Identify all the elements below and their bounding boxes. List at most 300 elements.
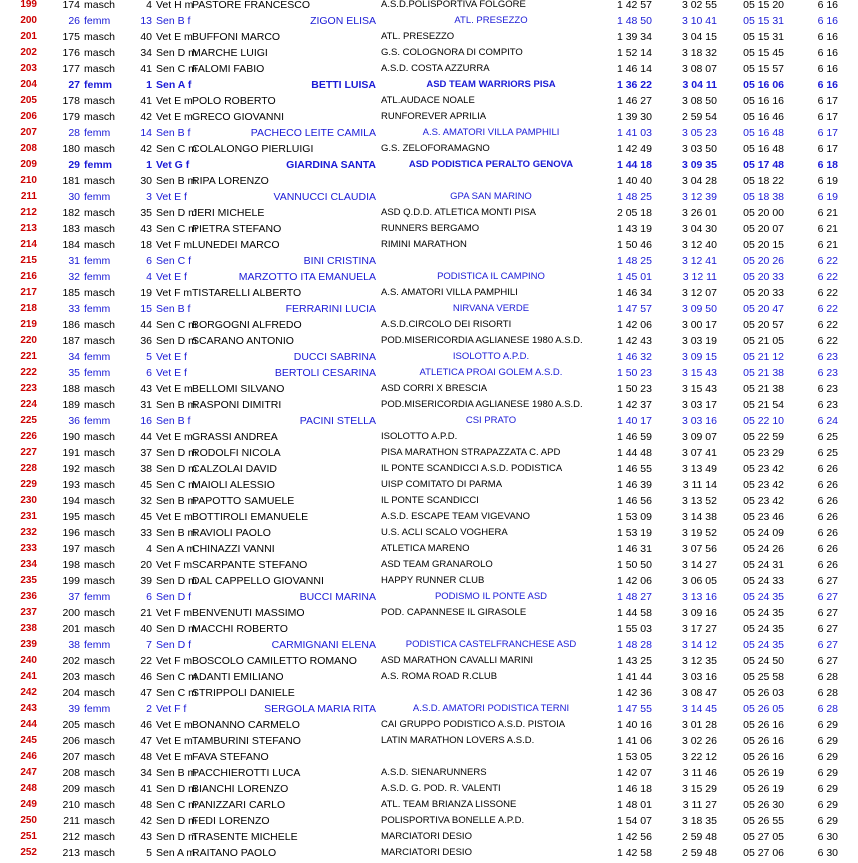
category-position-cell: 42 — [140, 111, 152, 123]
category-position-cell: 31 — [140, 399, 152, 411]
category-position-cell: 47 — [140, 687, 152, 699]
category-cell: Vet E m — [156, 431, 193, 443]
category-cell: Sen D m — [156, 623, 197, 635]
split-time-2-cell: 3 12 11 — [682, 271, 717, 283]
position-cell: 205 — [20, 95, 37, 106]
category-cell: Sen B m — [156, 767, 197, 779]
club-cell: G.S. ZELOFORAMAGNO — [381, 143, 490, 154]
gender-cell: femm — [84, 415, 111, 427]
club-cell: ATL.AUDACE NOALE — [381, 95, 475, 106]
bib-number-cell: 174 — [62, 0, 80, 11]
position-cell: 203 — [20, 63, 37, 74]
bib-number-cell: 197 — [62, 543, 80, 555]
athlete-name-cell: ZIGON ELISA — [310, 15, 376, 27]
finish-time-cell: 05 16 48 — [743, 143, 784, 155]
pace-cell: 6 16 — [817, 47, 838, 59]
bib-number-cell: 33 — [68, 303, 80, 315]
position-cell: 246 — [20, 751, 37, 762]
gender-cell: masch — [84, 575, 115, 587]
split-time-1-cell: 1 36 22 — [616, 79, 652, 91]
table-row — [0, 845, 858, 861]
bib-number-cell: 181 — [62, 175, 80, 187]
table-row — [0, 781, 858, 797]
athlete-name-cell: PANIZZARI CARLO — [192, 799, 286, 811]
gender-cell: masch — [84, 399, 115, 411]
gender-cell: femm — [84, 191, 111, 203]
category-position-cell: 36 — [140, 335, 152, 347]
position-cell: 223 — [20, 383, 37, 394]
finish-time-cell: 05 16 06 — [743, 79, 784, 91]
athlete-name-cell: PACHECO LEITE CAMILA — [250, 127, 376, 139]
split-time-2-cell: 3 03 50 — [681, 143, 717, 155]
position-cell: 248 — [20, 783, 37, 794]
split-time-2-cell: 3 09 35 — [681, 159, 717, 171]
bib-number-cell: 38 — [68, 639, 80, 651]
category-position-cell: 22 — [140, 655, 152, 667]
gender-cell: masch — [84, 543, 115, 555]
bib-number-cell: 208 — [62, 767, 80, 779]
bib-number-cell: 210 — [62, 799, 80, 811]
split-time-2-cell: 3 04 11 — [682, 79, 717, 91]
split-time-2-cell: 3 09 15 — [681, 351, 717, 363]
bib-number-cell: 204 — [62, 687, 80, 699]
category-cell: Sen B m — [156, 175, 197, 187]
athlete-name-cell: ADANTI EMILIANO — [192, 671, 284, 683]
category-cell: Sen D m — [156, 207, 197, 219]
club-cell: ATL. PRESEZZO — [454, 15, 528, 26]
split-time-1-cell: 1 48 50 — [616, 15, 652, 27]
split-time-2-cell: 3 04 28 — [681, 175, 717, 187]
bib-number-cell: 36 — [68, 415, 80, 427]
split-time-2-cell: 3 04 15 — [681, 31, 717, 43]
category-cell: Sen C m — [156, 687, 197, 699]
category-cell: Sen C m — [156, 143, 197, 155]
category-position-cell: 42 — [140, 143, 152, 155]
finish-time-cell: 05 24 35 — [743, 623, 784, 635]
table-row — [0, 237, 858, 253]
gender-cell: femm — [84, 271, 111, 283]
finish-time-cell: 05 24 33 — [743, 575, 784, 587]
position-cell: 247 — [20, 767, 37, 778]
bib-number-cell: 37 — [68, 591, 80, 603]
athlete-name-cell: SERGOLA MARIA RITA — [264, 703, 376, 715]
bib-number-cell: 178 — [62, 95, 80, 107]
table-row — [0, 541, 858, 557]
category-position-cell: 41 — [140, 95, 152, 107]
athlete-name-cell: PAPOTTO SAMUELE — [192, 495, 295, 507]
position-cell: 243 — [20, 703, 37, 714]
split-time-2-cell: 3 05 23 — [681, 127, 717, 139]
category-cell: Vet E f — [156, 191, 187, 203]
table-row — [0, 685, 858, 701]
club-cell: ATL. TEAM BRIANZA LISSONE — [381, 799, 517, 810]
gender-cell: masch — [84, 671, 115, 683]
position-cell: 229 — [20, 479, 37, 490]
club-cell: ASD PODISTICA PERALTO GENOVA — [408, 159, 574, 170]
bib-number-cell: 200 — [62, 607, 80, 619]
category-position-cell: 14 — [140, 127, 152, 139]
table-row — [0, 29, 858, 45]
finish-time-cell: 05 24 35 — [743, 639, 784, 651]
finish-time-cell: 05 24 50 — [743, 655, 784, 667]
position-cell: 216 — [20, 271, 37, 282]
finish-time-cell: 05 21 38 — [743, 383, 784, 395]
pace-cell: 6 22 — [817, 287, 838, 299]
club-cell: PODISTICA CASTELFRANCHESE ASD — [405, 639, 577, 650]
athlete-name-cell: BETTI LUISA — [311, 79, 376, 91]
category-cell: Sen A f — [156, 79, 192, 91]
pace-cell: 6 28 — [817, 687, 838, 699]
pace-cell: 6 27 — [817, 575, 838, 587]
position-cell: 211 — [20, 191, 37, 202]
split-time-1-cell: 1 44 18 — [616, 159, 652, 171]
pace-cell: 6 22 — [817, 255, 838, 267]
split-time-2-cell: 3 03 19 — [681, 335, 717, 347]
split-time-2-cell: 3 11 27 — [682, 799, 717, 811]
split-time-2-cell: 3 12 39 — [681, 191, 717, 203]
split-time-2-cell: 3 11 14 — [682, 479, 717, 491]
club-cell: A.S.D. SIENARUNNERS — [381, 767, 487, 778]
position-cell: 213 — [20, 223, 37, 234]
split-time-1-cell: 1 40 17 — [616, 415, 652, 427]
table-row — [0, 573, 858, 589]
split-time-2-cell: 3 18 35 — [681, 815, 717, 827]
gender-cell: femm — [84, 127, 111, 139]
pace-cell: 6 27 — [817, 655, 838, 667]
split-time-2-cell: 3 08 50 — [681, 95, 717, 107]
finish-time-cell: 05 20 33 — [743, 271, 784, 283]
category-position-cell: 13 — [140, 15, 152, 27]
pace-cell: 6 16 — [817, 63, 838, 75]
finish-time-cell: 05 24 35 — [743, 607, 784, 619]
finish-time-cell: 05 21 38 — [743, 367, 784, 379]
position-cell: 227 — [20, 447, 37, 458]
position-cell: 252 — [20, 847, 37, 858]
category-cell: Sen C m — [156, 799, 197, 811]
category-position-cell: 38 — [140, 463, 152, 475]
split-time-1-cell: 1 48 25 — [616, 191, 652, 203]
club-cell: ATLETICA MARENO — [381, 543, 470, 554]
bib-number-cell: 191 — [62, 447, 80, 459]
category-cell: Sen D f — [156, 591, 192, 603]
gender-cell: masch — [84, 527, 115, 539]
category-cell: Sen A m — [156, 847, 196, 859]
athlete-name-cell: MARZOTTO ITA EMANUELA — [238, 271, 376, 283]
category-cell: Vet F m — [156, 559, 193, 571]
athlete-name-cell: BOSCOLO CAMILETTO ROMANO — [192, 655, 357, 667]
category-cell: Sen D m — [156, 575, 197, 587]
bib-number-cell: 188 — [62, 383, 80, 395]
split-time-1-cell: 1 46 39 — [616, 479, 652, 491]
category-position-cell: 4 — [146, 0, 152, 11]
pace-cell: 6 17 — [817, 95, 838, 107]
category-cell: Vet E m — [156, 31, 193, 43]
table-row — [0, 77, 858, 93]
position-cell: 200 — [20, 15, 37, 26]
pace-cell: 6 28 — [817, 703, 838, 715]
table-row — [0, 253, 858, 269]
category-cell: Sen D f — [156, 639, 192, 651]
category-cell: Sen B m — [156, 527, 197, 539]
club-cell: ISOLOTTO A.P.D. — [381, 431, 458, 442]
category-cell: Vet E m — [156, 95, 193, 107]
athlete-name-cell: GRECO GIOVANNI — [192, 111, 284, 123]
split-time-1-cell: 1 46 27 — [616, 95, 652, 107]
bib-number-cell: 176 — [62, 47, 80, 59]
club-cell: A.S.D.POLISPORTIVA FOLGORE — [381, 0, 526, 10]
club-cell: LATIN MARATHON LOVERS A.S.D. — [381, 735, 535, 746]
split-time-1-cell: 1 43 25 — [616, 655, 652, 667]
athlete-name-cell: STRIPPOLI DANIELE — [192, 687, 295, 699]
finish-time-cell: 05 20 47 — [743, 303, 784, 315]
pace-cell: 6 17 — [817, 143, 838, 155]
split-time-2-cell: 3 13 49 — [681, 463, 717, 475]
table-row — [0, 365, 858, 381]
position-cell: 239 — [20, 639, 37, 650]
position-cell: 225 — [20, 415, 37, 426]
table-row — [0, 317, 858, 333]
split-time-2-cell: 3 14 45 — [681, 703, 717, 715]
table-row — [0, 717, 858, 733]
finish-time-cell: 05 18 22 — [743, 175, 784, 187]
split-time-2-cell: 3 14 27 — [681, 559, 717, 571]
split-time-2-cell: 3 09 50 — [681, 303, 717, 315]
pace-cell: 6 21 — [817, 223, 838, 235]
athlete-name-cell: PIETRA STEFANO — [192, 223, 282, 235]
split-time-2-cell: 3 10 41 — [681, 15, 717, 27]
finish-time-cell: 05 26 16 — [743, 751, 784, 763]
bib-number-cell: 189 — [62, 399, 80, 411]
bib-number-cell: 29 — [68, 159, 80, 171]
club-cell: MARCIATORI DESIO — [381, 831, 472, 842]
pace-cell: 6 29 — [817, 783, 838, 795]
finish-time-cell: 05 26 55 — [743, 815, 784, 827]
bib-number-cell: 203 — [62, 671, 80, 683]
split-time-2-cell: 3 02 26 — [681, 735, 717, 747]
club-cell: POD.MISERICORDIA AGLIANESE 1980 A.S.D. — [381, 335, 583, 346]
club-cell: PISA MARATHON STRAPAZZATA C. APD — [381, 447, 561, 458]
position-cell: 241 — [20, 671, 37, 682]
finish-time-cell: 05 24 31 — [743, 559, 784, 571]
split-time-2-cell: 3 14 12 — [681, 639, 717, 651]
club-cell: ATL. PRESEZZO — [381, 31, 455, 42]
table-row — [0, 349, 858, 365]
bib-number-cell: 206 — [62, 735, 80, 747]
club-cell: A.S.D. COSTA AZZURRA — [381, 63, 490, 74]
table-row — [0, 445, 858, 461]
athlete-name-cell: RODOLFI NICOLA — [192, 447, 281, 459]
split-time-1-cell: 1 47 57 — [616, 303, 652, 315]
category-position-cell: 47 — [140, 735, 152, 747]
position-cell: 226 — [20, 431, 37, 442]
table-row — [0, 557, 858, 573]
table-row — [0, 333, 858, 349]
table-row — [0, 477, 858, 493]
club-cell: MARCIATORI DESIO — [381, 847, 472, 858]
position-cell: 231 — [20, 511, 37, 522]
pace-cell: 6 29 — [817, 815, 838, 827]
pace-cell: 6 23 — [817, 399, 838, 411]
category-position-cell: 5 — [146, 351, 152, 363]
table-row — [0, 621, 858, 637]
split-time-2-cell: 3 19 52 — [681, 527, 717, 539]
club-cell: U.S. ACLI SCALO VOGHERA — [381, 527, 508, 538]
position-cell: 234 — [20, 559, 37, 570]
pace-cell: 6 18 — [817, 159, 838, 171]
category-position-cell: 46 — [140, 671, 152, 683]
category-position-cell: 4 — [146, 271, 152, 283]
bib-number-cell: 192 — [62, 463, 80, 475]
split-time-1-cell: 1 39 34 — [616, 31, 652, 43]
finish-time-cell: 05 20 15 — [743, 239, 784, 251]
athlete-name-cell: PACINI STELLA — [299, 415, 376, 427]
split-time-1-cell: 1 50 23 — [616, 367, 652, 379]
club-cell: A.S. ROMA ROAD R.CLUB — [381, 671, 498, 682]
category-position-cell: 39 — [140, 575, 152, 587]
athlete-name-cell: TISTARELLI ALBERTO — [192, 287, 302, 299]
position-cell: 212 — [20, 207, 37, 218]
athlete-name-cell: BOTTIROLI EMANUELE — [192, 511, 309, 523]
pace-cell: 6 23 — [817, 367, 838, 379]
gender-cell: masch — [84, 31, 115, 43]
split-time-2-cell: 2 59 48 — [681, 831, 717, 843]
finish-time-cell: 05 16 16 — [743, 95, 784, 107]
pace-cell: 6 22 — [817, 303, 838, 315]
category-position-cell: 18 — [140, 239, 152, 251]
position-cell: 219 — [20, 319, 37, 330]
table-row — [0, 461, 858, 477]
bib-number-cell: 182 — [62, 207, 80, 219]
pace-cell: 6 27 — [817, 607, 838, 619]
category-position-cell: 2 — [146, 703, 152, 715]
finish-time-cell: 05 27 05 — [743, 831, 784, 843]
club-cell: ISOLOTTO A.P.D. — [452, 351, 530, 362]
club-cell: A.S.D. G. POD. R. VALENTI — [381, 783, 501, 794]
split-time-1-cell: 1 42 43 — [616, 335, 652, 347]
pace-cell: 6 28 — [817, 671, 838, 683]
split-time-2-cell: 3 15 43 — [681, 367, 717, 379]
split-time-1-cell: 1 46 18 — [616, 783, 652, 795]
split-time-2-cell: 3 01 28 — [681, 719, 717, 731]
split-time-2-cell: 3 14 38 — [681, 511, 717, 523]
finish-time-cell: 05 24 09 — [743, 527, 784, 539]
category-position-cell: 32 — [140, 495, 152, 507]
club-cell: POLISPORTIVA BONELLE A.P.D. — [381, 815, 525, 826]
split-time-2-cell: 3 11 46 — [682, 767, 717, 779]
bib-number-cell: 202 — [62, 655, 80, 667]
athlete-name-cell: CHINAZZI VANNI — [192, 543, 275, 555]
athlete-name-cell: SCARPANTE STEFANO — [192, 559, 308, 571]
club-cell: ASD TEAM GRANAROLO — [381, 559, 493, 570]
split-time-1-cell: 1 55 03 — [616, 623, 652, 635]
athlete-name-cell: DAL CAPPELLO GIOVANNI — [192, 575, 324, 587]
category-cell: Sen D m — [156, 335, 197, 347]
bib-number-cell: 39 — [68, 703, 80, 715]
gender-cell: masch — [84, 623, 115, 635]
position-cell: 249 — [20, 799, 37, 810]
category-cell: Sen D m — [156, 447, 197, 459]
bib-number-cell: 207 — [62, 751, 80, 763]
club-cell: RUNFOREVER APRILIA — [381, 111, 487, 122]
pace-cell: 6 29 — [817, 751, 838, 763]
athlete-name-cell: POLO ROBERTO — [192, 95, 276, 107]
athlete-name-cell: BENVENUTI MASSIMO — [192, 607, 305, 619]
position-cell: 232 — [20, 527, 37, 538]
finish-time-cell: 05 24 26 — [743, 543, 784, 555]
category-position-cell: 20 — [140, 559, 152, 571]
gender-cell: masch — [84, 287, 115, 299]
position-cell: 235 — [20, 575, 37, 586]
club-cell: ASD TEAM WARRIORS PISA — [426, 79, 556, 90]
split-time-1-cell: 1 42 57 — [616, 0, 652, 11]
gender-cell: masch — [84, 687, 115, 699]
split-time-2-cell: 3 00 17 — [681, 319, 717, 331]
split-time-1-cell: 1 46 56 — [616, 495, 652, 507]
category-position-cell: 46 — [140, 719, 152, 731]
category-position-cell: 42 — [140, 815, 152, 827]
category-position-cell: 6 — [146, 255, 152, 267]
table-row — [0, 397, 858, 413]
split-time-2-cell: 3 12 35 — [681, 655, 717, 667]
pace-cell: 6 17 — [817, 111, 838, 123]
table-row — [0, 141, 858, 157]
pace-cell: 6 22 — [817, 319, 838, 331]
gender-cell: femm — [84, 367, 111, 379]
bib-number-cell: 201 — [62, 623, 80, 635]
bib-number-cell: 190 — [62, 431, 80, 443]
split-time-2-cell: 3 03 16 — [681, 415, 717, 427]
bib-number-cell: 199 — [62, 575, 80, 587]
split-time-1-cell: 1 46 31 — [616, 543, 652, 555]
category-cell: Vet E m — [156, 111, 193, 123]
finish-time-cell: 05 20 33 — [743, 287, 784, 299]
split-time-1-cell: 1 42 49 — [616, 143, 652, 155]
split-time-1-cell: 1 46 59 — [616, 431, 652, 443]
split-time-2-cell: 3 07 56 — [681, 543, 717, 555]
athlete-name-cell: BONANNO CARMELO — [192, 719, 300, 731]
table-row — [0, 749, 858, 765]
category-cell: Sen B f — [156, 127, 191, 139]
category-position-cell: 19 — [140, 287, 152, 299]
club-cell: POD. CAPANNESE IL GIRASOLE — [381, 607, 527, 618]
table-row — [0, 157, 858, 173]
position-cell: 201 — [20, 31, 37, 42]
athlete-name-cell: BERTOLI CESARINA — [274, 367, 376, 379]
position-cell: 208 — [20, 143, 37, 154]
finish-time-cell: 05 21 05 — [743, 335, 784, 347]
split-time-1-cell: 1 41 06 — [616, 735, 652, 747]
split-time-1-cell: 1 48 01 — [616, 799, 652, 811]
table-row — [0, 221, 858, 237]
pace-cell: 6 29 — [817, 719, 838, 731]
club-cell: IL PONTE SCANDICCI A.S.D. PODISTICA — [381, 463, 563, 474]
split-time-1-cell: 1 50 50 — [616, 559, 652, 571]
category-position-cell: 1 — [146, 79, 152, 91]
finish-time-cell: 05 18 38 — [743, 191, 784, 203]
category-cell: Vet E f — [156, 271, 187, 283]
bib-number-cell: 179 — [62, 111, 80, 123]
athlete-name-cell: BUFFONI MARCO — [192, 31, 281, 43]
bib-number-cell: 185 — [62, 287, 80, 299]
table-row — [0, 381, 858, 397]
category-position-cell: 21 — [140, 607, 152, 619]
club-cell: A.S.D.CIRCOLO DEI RISORTI — [381, 319, 512, 330]
category-position-cell: 41 — [140, 63, 152, 75]
split-time-1-cell: 1 42 06 — [616, 319, 652, 331]
finish-time-cell: 05 26 30 — [743, 799, 784, 811]
finish-time-cell: 05 26 03 — [743, 687, 784, 699]
split-time-1-cell: 1 41 44 — [616, 671, 652, 683]
